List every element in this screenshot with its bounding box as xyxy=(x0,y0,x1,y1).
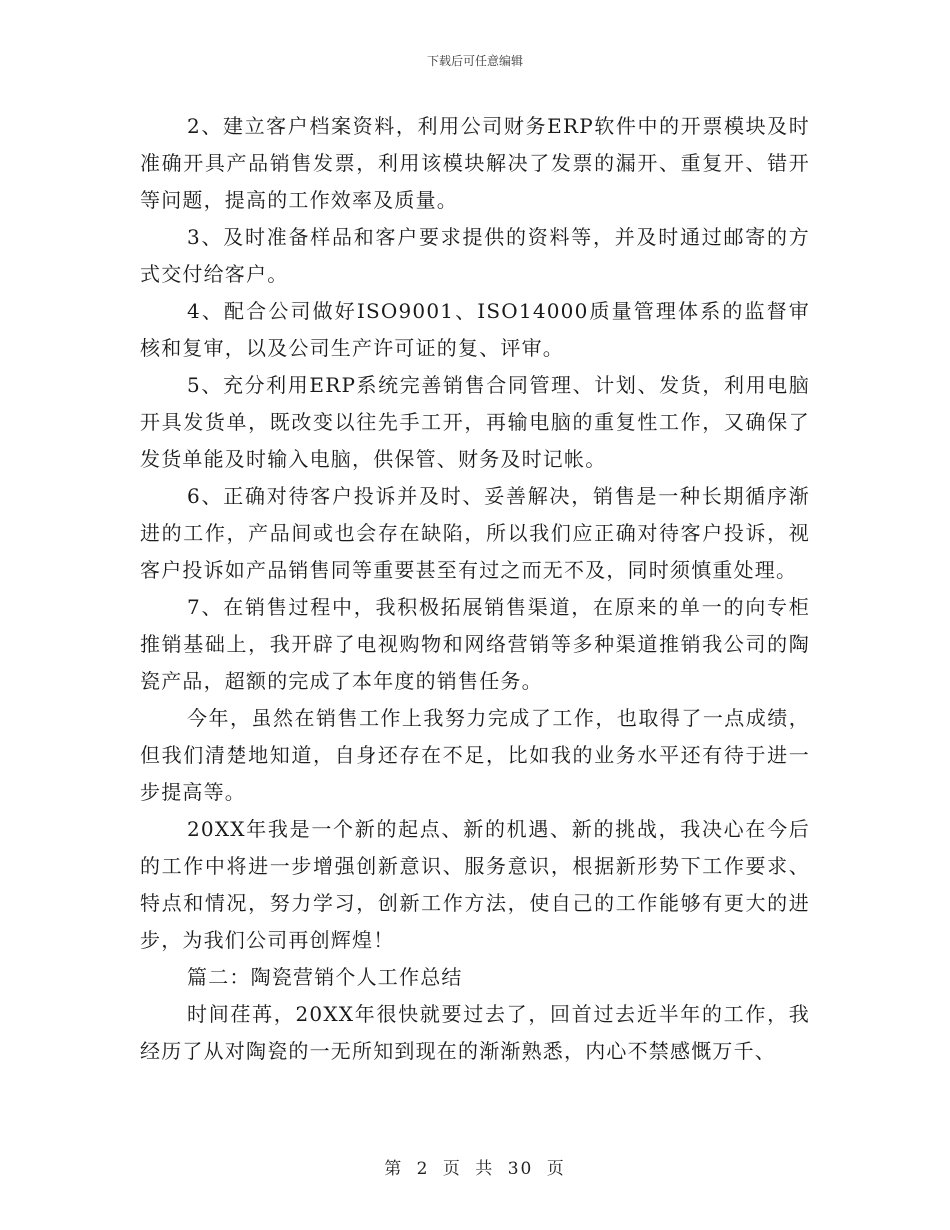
page-header: 下载后可任意编辑 xyxy=(426,54,523,68)
footer-page-unit: 页 xyxy=(442,1159,462,1179)
page-footer xyxy=(0,1154,950,1179)
paragraph: 3、及时准备样品和客户要求提供的资料等，并及时通过邮寄的方式交付给客户。 xyxy=(140,225,810,286)
document-body xyxy=(140,108,810,1070)
paragraph: 4、配合公司做好ISO9001、ISO14000质量管理体系的监督审核和复审，以及公司生产许可证的复、评审。 xyxy=(140,299,810,360)
paragraph: 6、正确对待客户投诉并及时、妥善解决，销售是一种长期循序渐进的工作，产品间或也会存在缺陷，所以我们应正确对待客户投诉，视客户投诉如产品销售同等重要甚至有过之而无不及，同时须慎重处理。 xyxy=(140,484,810,582)
paragraph: 5、充分利用ERP系统完善销售合同管理、计划、发货，利用电脑开具发货单，既改变以往先手工开，再输电脑的重复性工作，又确保了发货单能及时输入电脑，供保管、财务及时记帐。 xyxy=(140,373,810,471)
paragraph: 20XX年我是一个新的起点、新的机遇、新的挑战，我决心在今后的工作中将进一步增强创新意识、服务意识，根据新形势下工作要求、特点和情况，努力学习，创新工作方法，使自己的工作能够有更大的进步，为我们公司再创辉煌！ xyxy=(140,817,810,952)
paragraph: 时间荏苒，20XX年很快就要过去了，回首过去近半年的工作，我经历了从对陶瓷的一无所知到现在的渐渐熟悉，内心不禁感慨万千、 xyxy=(140,1002,810,1063)
footer-total-prefix: 共 xyxy=(475,1159,495,1179)
section-heading: 篇二：陶瓷营销个人工作总结 xyxy=(187,965,463,989)
paragraph: 2、建立客户档案资料，利用公司财务ERP软件中的开票模块及时准确开具产品销售发票，利用该模块解决了发票的漏开、重复开、错开等问题，提高的工作效率及质量。 xyxy=(140,114,810,212)
total-pages: 30 xyxy=(507,1159,534,1179)
footer-total-unit: 页 xyxy=(546,1159,566,1179)
paragraph: 7、在销售过程中，我积极拓展销售渠道，在原来的单一的向专柜推销基础上，我开辟了电视购物和网络营销等多种渠道推销我公司的陶瓷产品，超额的完成了本年度的销售任务。 xyxy=(140,595,810,693)
paragraph: 今年，虽然在销售工作上我努力完成了工作，也取得了一点成绩，但我们清楚地知道，自身还存在不足，比如我的业务水平还有待于进一步提高等。 xyxy=(140,706,810,804)
footer-prefix: 第 xyxy=(384,1159,404,1179)
page-number: 2 xyxy=(416,1159,430,1179)
